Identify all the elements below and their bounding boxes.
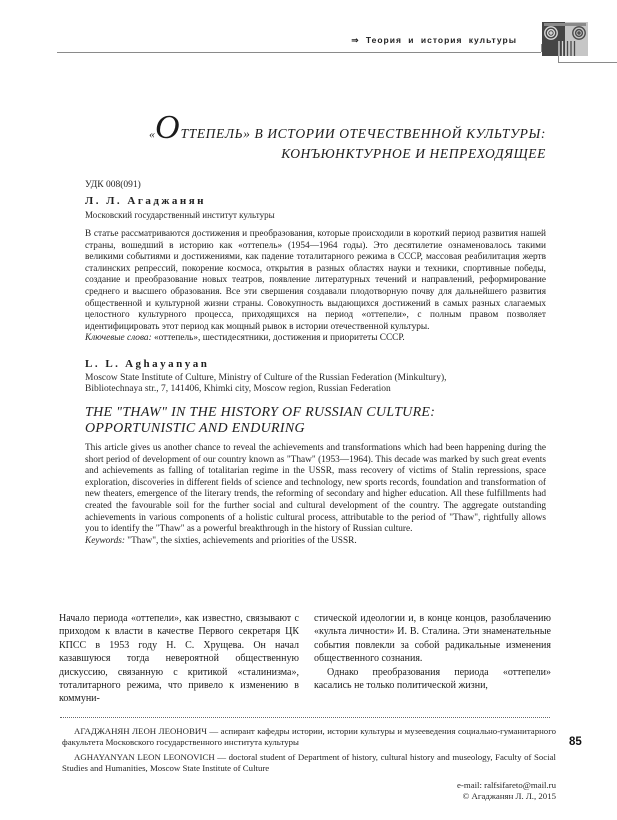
copyright-notice: © Агаджанян Л. Л., 2015	[462, 791, 556, 801]
keywords-label-en: Keywords:	[85, 535, 125, 546]
author-affiliation-en-line1: Moscow State Institute of Culture, Ministry of Culture of the Russian Federation (Minkultury),	[85, 372, 447, 383]
section-heading: ⇒ Теория и история культуры	[351, 35, 517, 45]
article-title-line2: КОНЪЮНКТУРНОЕ И НЕПРЕХОДЯЩЕЕ	[281, 146, 546, 161]
keywords-en	[85, 536, 546, 548]
header-rule-left	[57, 52, 541, 53]
body-paragraph: Однако преобразования периода «оттепели» касались не только политической жизни,	[314, 666, 551, 692]
author-affiliation-ru: Московский государственный институт культуры	[85, 210, 275, 220]
title-dropcap: О	[155, 109, 180, 146]
keywords-ru	[85, 333, 546, 345]
contact-lines	[62, 780, 556, 802]
ionic-column-logo-icon	[542, 22, 588, 56]
abstract-en: This article gives us another chance to reveal the achievements and transformations which had been happening during the short period of development of our country known as "Thaw" (1953—1964). This decade was marked by such great events and achievements as falling of totalitarian regime in the USSR, mass recovery of victims of Stalin repressions, space exploration, discoveries in different fields of science and technology, new sports records, foundation and transformation of new theaters, emergence of the literary trends, the reforming of secondary and higher education. All these fulfillments had created the favourable soil for the further social and cultural development of the country. The aggregate outstanding achievements in various components of a holistic cultural process, attributable to the period of "Thaw", rightfully allows you to identify the "Thaw" as a powerful breakthrough in the history of Russian culture.	[85, 442, 546, 535]
abstract-ru: В статье рассматриваются достижения и преобразования, которые происходили в короткий период развития нашей страны, вошедший в историю как «оттепель» (1954—1964 годы). Это десятилетие ознаменовалось такими великими событиями и достижениями, как падение тоталитарного режима в СССР, массовая реабилитация жертв сталинских репрессий, покорение космоса, открытия в разных областях науки и техники, спортивные победы, создание и преобразование новых театров, появление литературных течений и направлений, реформирование среднего и высшего образования. Все эти свершения создавали плодотворную почву для дальнейшего развития общественной и культурной жизни страны. Совокупность выдающихся достижений в самых разных слагаемых целостного культурного процесса, приходящихся на период «оттепели», с полным правом позволяет идентифицировать этот период как мощный рывок в истории отечественной культуры.	[85, 229, 546, 332]
page-number: 85	[569, 736, 582, 748]
keywords-text-ru: «оттепель», шестидесятники, достижения и приоритеты СССР.	[151, 333, 405, 344]
article-title-en-line1: THE "THAW" IN THE HISTORY OF RUSSIAN CULTURE:	[85, 404, 436, 420]
header-rule-right	[558, 62, 617, 63]
article-title	[60, 109, 546, 162]
author-name-en: L. L. Aghayanyan	[85, 357, 210, 370]
body-paragraph: Начало периода «оттепели», как известно, связывают с приходом к власти в качестве Первого секретаря ЦК КПСС в 1953 году Н. С. Хрущева. Он начал казавшуюся тогда невероятной общественную дискуссию, связанную с критикой «сталинизма», тоталитарного режима, что привело к изменению в коммуни-	[59, 613, 299, 705]
author-name-ru: Л. Л. Агаджанян	[85, 195, 206, 207]
keywords-text-en: "Thaw", the sixties, achievements and priorities of the USSR.	[124, 535, 357, 546]
author-bio-ru: АГАДЖАНЯН ЛЕОН ЛЕОНОВИЧ — аспирант кафедры истории, истории культуры и музееведения социально-гуманитарного факультета Московского государственного института культуры	[62, 726, 556, 747]
article-title-en-line2: OPPORTUNISTIC AND ENDURING	[85, 420, 305, 436]
body-column-right	[314, 612, 551, 692]
author-email: e-mail: ralfsifareto@mail.ru	[457, 780, 556, 790]
article-title-line1	[60, 109, 546, 146]
author-bio-en: AGHAYANYAN LEON LEONOVICH — doctoral student of Department of history, cultural history and museology, Faculty of Social Studies and Humanities, Moscow State Institute of Culture	[62, 752, 556, 773]
title-open-quote: «	[149, 127, 156, 141]
body-paragraph: стической идеологии и, в конце концов, разоблачению «культа личности» И. В. Сталина. Эти знаменательные события повлекли за собой радикальные изменения общественного сознания.	[314, 613, 551, 665]
udc-code: УДК 008(091)	[85, 180, 141, 190]
footer-block	[62, 726, 556, 802]
author-affiliation-en-line2: Bibliotechnaya str., 7, 141406, Khimki city, Moscow region, Russian Federation	[85, 384, 391, 395]
body-column-left	[59, 612, 299, 706]
keywords-label-ru: Ключевые слова:	[85, 333, 152, 344]
footer-dotted-rule	[60, 717, 550, 718]
article-title-en	[85, 405, 546, 437]
title-line1-text: ТТЕПЕЛЬ» В ИСТОРИИ ОТЕЧЕСТВЕННОЙ КУЛЬТУРЫ:	[180, 126, 546, 141]
annotation-block	[85, 180, 546, 560]
